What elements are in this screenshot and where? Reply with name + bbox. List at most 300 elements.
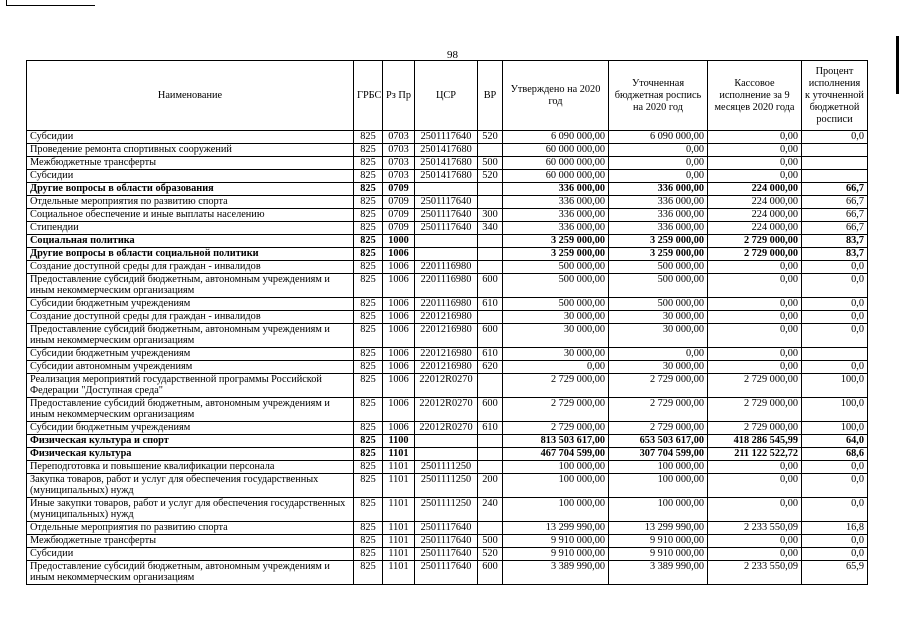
- cell-rzpr: 1006: [383, 311, 415, 324]
- cell-refined: 0,00: [609, 170, 708, 183]
- cell-rzpr: 1101: [383, 448, 415, 461]
- cell-rzpr: 1101: [383, 498, 415, 522]
- cell-csr: 2201216980: [415, 324, 478, 348]
- table-row: [27, 170, 868, 183]
- cell-approved: 336 000,00: [503, 222, 609, 235]
- cell-grbs: 825: [354, 461, 383, 474]
- cell-rzpr: 0709: [383, 222, 415, 235]
- cell-rzpr: 0709: [383, 183, 415, 196]
- cell-approved: 100 000,00: [503, 461, 609, 474]
- cell-grbs: 825: [354, 235, 383, 248]
- cell-rzpr: 1006: [383, 374, 415, 398]
- cell-rzpr: 1006: [383, 324, 415, 348]
- cell-csr: [415, 435, 478, 448]
- cell-refined: 2 729 000,00: [609, 398, 708, 422]
- cell-vr: [478, 196, 503, 209]
- cell-vr: 500: [478, 535, 503, 548]
- cell-refined: 9 910 000,00: [609, 548, 708, 561]
- cell-grbs: 825: [354, 374, 383, 398]
- cell-cash: 2 729 000,00: [708, 374, 802, 398]
- cell-cash: 0,00: [708, 311, 802, 324]
- cell-refined: 100 000,00: [609, 498, 708, 522]
- cell-csr: 2501117640: [415, 548, 478, 561]
- cell-vr: 500: [478, 157, 503, 170]
- cell-approved: 100 000,00: [503, 498, 609, 522]
- cell-grbs: 825: [354, 131, 383, 144]
- cell-cash: 0,00: [708, 274, 802, 298]
- cell-grbs: 825: [354, 435, 383, 448]
- cell-name: Физическая культура и спорт: [27, 435, 354, 448]
- cell-percent: 100,0: [802, 398, 868, 422]
- cell-vr: 200: [478, 474, 503, 498]
- cell-vr: 520: [478, 131, 503, 144]
- cell-grbs: 825: [354, 261, 383, 274]
- cell-refined: 307 704 599,00: [609, 448, 708, 461]
- cell-grbs: 825: [354, 209, 383, 222]
- cell-cash: 224 000,00: [708, 183, 802, 196]
- cell-csr: 22012R0270: [415, 422, 478, 435]
- cell-rzpr: 0703: [383, 170, 415, 183]
- table-row: [27, 261, 868, 274]
- cell-cash: 0,00: [708, 361, 802, 374]
- cell-grbs: 825: [354, 561, 383, 585]
- table-row: [27, 535, 868, 548]
- cell-rzpr: 1100: [383, 435, 415, 448]
- cell-percent: [802, 170, 868, 183]
- table-row: [27, 144, 868, 157]
- cell-rzpr: 1006: [383, 348, 415, 361]
- cell-grbs: 825: [354, 248, 383, 261]
- cell-refined: 13 299 990,00: [609, 522, 708, 535]
- cell-cash: 0,00: [708, 131, 802, 144]
- cell-vr: [478, 448, 503, 461]
- cell-refined: 2 729 000,00: [609, 374, 708, 398]
- cell-name: Субсидии бюджетным учреждениям: [27, 298, 354, 311]
- margin-mark: [896, 36, 899, 94]
- table-row: [27, 448, 868, 461]
- cell-vr: 600: [478, 398, 503, 422]
- cell-vr: 340: [478, 222, 503, 235]
- table-row: [27, 311, 868, 324]
- page-number: 98: [447, 49, 458, 61]
- cell-csr: 2501117640: [415, 196, 478, 209]
- cell-rzpr: 1101: [383, 474, 415, 498]
- cell-name: Социальная политика: [27, 235, 354, 248]
- cell-csr: 2201116980: [415, 298, 478, 311]
- cell-csr: 2201116980: [415, 261, 478, 274]
- cell-name: Проведение ремонта спортивных сооружений: [27, 144, 354, 157]
- cell-vr: [478, 435, 503, 448]
- cell-csr: [415, 248, 478, 261]
- cell-grbs: 825: [354, 522, 383, 535]
- cell-name: Стипендии: [27, 222, 354, 235]
- cell-cash: 224 000,00: [708, 222, 802, 235]
- cell-refined: 336 000,00: [609, 222, 708, 235]
- cell-percent: 0,0: [802, 274, 868, 298]
- cell-approved: 336 000,00: [503, 209, 609, 222]
- cell-approved: 9 910 000,00: [503, 548, 609, 561]
- cell-name: Субсидии: [27, 131, 354, 144]
- cell-approved: 336 000,00: [503, 183, 609, 196]
- cell-refined: 653 503 617,00: [609, 435, 708, 448]
- cell-rzpr: 0709: [383, 196, 415, 209]
- cell-percent: 83,7: [802, 235, 868, 248]
- cell-refined: 9 910 000,00: [609, 535, 708, 548]
- cell-approved: 2 729 000,00: [503, 398, 609, 422]
- cell-percent: [802, 157, 868, 170]
- cell-cash: 2 729 000,00: [708, 398, 802, 422]
- col-header-grbs: ГРБС: [354, 61, 383, 131]
- cell-name: Субсидии бюджетным учреждениям: [27, 422, 354, 435]
- cell-grbs: 825: [354, 548, 383, 561]
- cell-grbs: 825: [354, 183, 383, 196]
- cell-approved: 30 000,00: [503, 311, 609, 324]
- cell-refined: 500 000,00: [609, 261, 708, 274]
- cell-rzpr: 1101: [383, 548, 415, 561]
- cell-percent: 66,7: [802, 183, 868, 196]
- cell-cash: 2 233 550,09: [708, 522, 802, 535]
- cell-name: Социальное обеспечение и иные выплаты населению: [27, 209, 354, 222]
- cell-percent: 68,6: [802, 448, 868, 461]
- cell-grbs: 825: [354, 348, 383, 361]
- cell-vr: [478, 374, 503, 398]
- cell-refined: 336 000,00: [609, 209, 708, 222]
- cell-vr: [478, 248, 503, 261]
- cell-vr: 610: [478, 348, 503, 361]
- cell-rzpr: 1101: [383, 522, 415, 535]
- cell-cash: 2 729 000,00: [708, 235, 802, 248]
- cell-grbs: 825: [354, 474, 383, 498]
- col-header-name: Наименование: [27, 61, 354, 131]
- cell-percent: 0,0: [802, 548, 868, 561]
- cell-csr: [415, 183, 478, 196]
- cell-percent: 0,0: [802, 361, 868, 374]
- cell-grbs: 825: [354, 157, 383, 170]
- cell-grbs: 825: [354, 311, 383, 324]
- col-header-csr: ЦСР: [415, 61, 478, 131]
- cell-rzpr: 1101: [383, 535, 415, 548]
- cell-approved: 2 729 000,00: [503, 374, 609, 398]
- table-row: [27, 222, 868, 235]
- cell-refined: 500 000,00: [609, 298, 708, 311]
- cell-name: Закупка товаров, работ и услуг для обеспечения государственных (муниципальных) нужд: [27, 474, 354, 498]
- table-row: [27, 248, 868, 261]
- table-row: [27, 235, 868, 248]
- cell-cash: 0,00: [708, 461, 802, 474]
- cell-percent: 16,8: [802, 522, 868, 535]
- table-row: [27, 435, 868, 448]
- cell-vr: 620: [478, 361, 503, 374]
- cell-cash: 418 286 545,99: [708, 435, 802, 448]
- cell-grbs: 825: [354, 535, 383, 548]
- cell-csr: 2501111250: [415, 498, 478, 522]
- cell-name: Создание доступной среды для граждан - инвалидов: [27, 261, 354, 274]
- cell-grbs: 825: [354, 498, 383, 522]
- cell-refined: 30 000,00: [609, 311, 708, 324]
- cell-approved: 13 299 990,00: [503, 522, 609, 535]
- table-row: [27, 548, 868, 561]
- cell-refined: 0,00: [609, 157, 708, 170]
- cell-refined: 500 000,00: [609, 274, 708, 298]
- cell-csr: 2201216980: [415, 311, 478, 324]
- table-row: [27, 209, 868, 222]
- cell-cash: 224 000,00: [708, 209, 802, 222]
- cell-name: Реализация мероприятий государственной программы Российской Федерации "Доступная среда": [27, 374, 354, 398]
- cell-grbs: 825: [354, 144, 383, 157]
- table-row: [27, 374, 868, 398]
- cell-rzpr: 0703: [383, 131, 415, 144]
- cell-csr: 22012R0270: [415, 398, 478, 422]
- cell-percent: 100,0: [802, 374, 868, 398]
- table-body: [27, 131, 868, 585]
- cell-csr: 2201216980: [415, 361, 478, 374]
- cell-approved: 2 729 000,00: [503, 422, 609, 435]
- cell-vr: 610: [478, 298, 503, 311]
- table-row: [27, 183, 868, 196]
- cell-percent: 64,0: [802, 435, 868, 448]
- cell-approved: 60 000 000,00: [503, 170, 609, 183]
- cell-vr: [478, 261, 503, 274]
- cell-name: Другие вопросы в области образования: [27, 183, 354, 196]
- cell-name: Межбюджетные трансферты: [27, 157, 354, 170]
- cell-percent: [802, 144, 868, 157]
- cell-vr: [478, 311, 503, 324]
- cell-rzpr: 0703: [383, 144, 415, 157]
- cell-refined: 0,00: [609, 348, 708, 361]
- table-row: [27, 348, 868, 361]
- cell-percent: 0,0: [802, 261, 868, 274]
- cell-grbs: 825: [354, 196, 383, 209]
- table-row: [27, 522, 868, 535]
- cell-name: Субсидии автономным учреждениям: [27, 361, 354, 374]
- cell-cash: 0,00: [708, 170, 802, 183]
- cell-refined: 100 000,00: [609, 461, 708, 474]
- cell-rzpr: 1006: [383, 298, 415, 311]
- cell-percent: 66,7: [802, 209, 868, 222]
- cell-csr: 2501417680: [415, 144, 478, 157]
- col-header-vr: ВР: [478, 61, 503, 131]
- table-row: [27, 398, 868, 422]
- cell-rzpr: 0709: [383, 209, 415, 222]
- cell-refined: 3 389 990,00: [609, 561, 708, 585]
- cell-approved: 3 389 990,00: [503, 561, 609, 585]
- cell-cash: 0,00: [708, 157, 802, 170]
- cell-cash: 2 233 550,09: [708, 561, 802, 585]
- cell-rzpr: 1006: [383, 422, 415, 435]
- cell-approved: 336 000,00: [503, 196, 609, 209]
- cell-approved: 467 704 599,00: [503, 448, 609, 461]
- cell-refined: 3 259 000,00: [609, 235, 708, 248]
- cell-csr: 22012R0270: [415, 374, 478, 398]
- cell-csr: [415, 448, 478, 461]
- table-row: [27, 196, 868, 209]
- cell-approved: 9 910 000,00: [503, 535, 609, 548]
- cell-percent: 0,0: [802, 535, 868, 548]
- cell-vr: [478, 522, 503, 535]
- cell-cash: 0,00: [708, 324, 802, 348]
- cell-csr: 2501117640: [415, 535, 478, 548]
- cell-approved: 6 090 000,00: [503, 131, 609, 144]
- cell-refined: 100 000,00: [609, 474, 708, 498]
- cell-cash: 0,00: [708, 348, 802, 361]
- cell-percent: [802, 348, 868, 361]
- cell-name: Межбюджетные трансферты: [27, 535, 354, 548]
- table-row: [27, 298, 868, 311]
- cell-vr: [478, 144, 503, 157]
- table-row: [27, 561, 868, 585]
- table-row: [27, 324, 868, 348]
- cell-percent: 0,0: [802, 311, 868, 324]
- table-row: [27, 131, 868, 144]
- cell-cash: 0,00: [708, 261, 802, 274]
- cell-grbs: 825: [354, 361, 383, 374]
- cell-vr: [478, 461, 503, 474]
- budget-table: [26, 60, 868, 585]
- cell-percent: 0,0: [802, 461, 868, 474]
- cell-vr: 240: [478, 498, 503, 522]
- col-header-refined: Уточненная бюджетная роспись на 2020 год: [609, 61, 708, 131]
- cell-approved: 3 259 000,00: [503, 235, 609, 248]
- cell-approved: 0,00: [503, 361, 609, 374]
- table-row: [27, 422, 868, 435]
- cell-csr: 2501117640: [415, 209, 478, 222]
- cell-percent: 0,0: [802, 298, 868, 311]
- cell-vr: 600: [478, 561, 503, 585]
- cell-cash: 0,00: [708, 298, 802, 311]
- cell-percent: 83,7: [802, 248, 868, 261]
- cell-approved: 60 000 000,00: [503, 157, 609, 170]
- cell-vr: 600: [478, 274, 503, 298]
- cell-csr: 2501117640: [415, 131, 478, 144]
- table-row: [27, 474, 868, 498]
- cell-name: Предоставление субсидий бюджетным, автономным учреждениям и иным некоммерческим организациям: [27, 274, 354, 298]
- table-row: [27, 498, 868, 522]
- cell-name: Предоставление субсидий бюджетным, автономным учреждениям и иным некоммерческим организациям: [27, 398, 354, 422]
- cell-refined: 30 000,00: [609, 361, 708, 374]
- cell-csr: [415, 235, 478, 248]
- cell-vr: 300: [478, 209, 503, 222]
- cell-grbs: 825: [354, 422, 383, 435]
- table-row: [27, 461, 868, 474]
- cell-cash: 0,00: [708, 548, 802, 561]
- cell-percent: 0,0: [802, 498, 868, 522]
- cell-cash: 211 122 522,72: [708, 448, 802, 461]
- cell-csr: 2201116980: [415, 274, 478, 298]
- table-row: [27, 274, 868, 298]
- cell-vr: 600: [478, 324, 503, 348]
- table-header-row: [27, 61, 868, 131]
- cell-vr: [478, 183, 503, 196]
- cell-cash: 224 000,00: [708, 196, 802, 209]
- cell-refined: 6 090 000,00: [609, 131, 708, 144]
- cell-refined: 0,00: [609, 144, 708, 157]
- table-row: [27, 157, 868, 170]
- cell-name: Переподготовка и повышение квалификации персонала: [27, 461, 354, 474]
- cell-approved: 30 000,00: [503, 348, 609, 361]
- cell-approved: 500 000,00: [503, 261, 609, 274]
- cell-approved: 3 259 000,00: [503, 248, 609, 261]
- cell-approved: 100 000,00: [503, 474, 609, 498]
- cell-name: Другие вопросы в области социальной политики: [27, 248, 354, 261]
- cell-rzpr: 1000: [383, 235, 415, 248]
- cell-percent: 0,0: [802, 324, 868, 348]
- cell-rzpr: 0703: [383, 157, 415, 170]
- table-row: [27, 361, 868, 374]
- cell-percent: 66,7: [802, 222, 868, 235]
- cell-name: Субсидии: [27, 548, 354, 561]
- cell-grbs: 825: [354, 274, 383, 298]
- cell-percent: 66,7: [802, 196, 868, 209]
- cell-rzpr: 1006: [383, 398, 415, 422]
- col-header-rzpr: Рз Пр: [383, 61, 415, 131]
- cell-csr: 2501117640: [415, 222, 478, 235]
- cell-refined: 30 000,00: [609, 324, 708, 348]
- cell-name: Субсидии бюджетным учреждениям: [27, 348, 354, 361]
- cell-cash: 0,00: [708, 498, 802, 522]
- cell-vr: [478, 235, 503, 248]
- cell-cash: 0,00: [708, 144, 802, 157]
- cell-percent: 0,0: [802, 474, 868, 498]
- cell-percent: 100,0: [802, 422, 868, 435]
- cell-csr: 2501117640: [415, 561, 478, 585]
- cell-cash: 2 729 000,00: [708, 248, 802, 261]
- cell-refined: 2 729 000,00: [609, 422, 708, 435]
- cell-grbs: 825: [354, 222, 383, 235]
- cell-rzpr: 1006: [383, 248, 415, 261]
- cell-grbs: 825: [354, 170, 383, 183]
- cell-csr: 2501117640: [415, 522, 478, 535]
- cell-cash: 0,00: [708, 535, 802, 548]
- cell-name: Предоставление субсидий бюджетным, автономным учреждениям и иным некоммерческим организациям: [27, 324, 354, 348]
- cell-csr: 2201216980: [415, 348, 478, 361]
- cell-csr: 2501417680: [415, 157, 478, 170]
- cell-approved: 500 000,00: [503, 274, 609, 298]
- cell-grbs: 825: [354, 298, 383, 311]
- cell-name: Физическая культура: [27, 448, 354, 461]
- cell-cash: 2 729 000,00: [708, 422, 802, 435]
- cell-name: Отдельные мероприятия по развитию спорта: [27, 196, 354, 209]
- cell-refined: 336 000,00: [609, 196, 708, 209]
- cell-rzpr: 1006: [383, 261, 415, 274]
- cell-csr: 2501111250: [415, 474, 478, 498]
- cell-percent: 0,0: [802, 131, 868, 144]
- cell-approved: 60 000 000,00: [503, 144, 609, 157]
- cell-approved: 813 503 617,00: [503, 435, 609, 448]
- cell-csr: 2501111250: [415, 461, 478, 474]
- cell-name: Иные закупки товаров, работ и услуг для обеспечения государственных (муниципальных) нужд: [27, 498, 354, 522]
- cell-approved: 500 000,00: [503, 298, 609, 311]
- cell-name: Предоставление субсидий бюджетным, автономным учреждениям и иным некоммерческим организациям: [27, 561, 354, 585]
- cell-grbs: 825: [354, 448, 383, 461]
- cell-vr: 520: [478, 548, 503, 561]
- cell-refined: 336 000,00: [609, 183, 708, 196]
- cell-name: Отдельные мероприятия по развитию спорта: [27, 522, 354, 535]
- cell-name: Субсидии: [27, 170, 354, 183]
- col-header-percent: Процент исполнения к уточненной бюджетной росписи: [802, 61, 868, 131]
- col-header-cash: Кассовое исполнение за 9 месяцев 2020 года: [708, 61, 802, 131]
- cell-vr: 520: [478, 170, 503, 183]
- cell-rzpr: 1101: [383, 461, 415, 474]
- cell-refined: 3 259 000,00: [609, 248, 708, 261]
- cell-percent: 65,9: [802, 561, 868, 585]
- cell-grbs: 825: [354, 398, 383, 422]
- cell-approved: 30 000,00: [503, 324, 609, 348]
- cell-rzpr: 1101: [383, 561, 415, 585]
- cell-rzpr: 1006: [383, 274, 415, 298]
- cell-vr: 610: [478, 422, 503, 435]
- cell-rzpr: 1006: [383, 361, 415, 374]
- col-header-approved: Утверждено на 2020 год: [503, 61, 609, 131]
